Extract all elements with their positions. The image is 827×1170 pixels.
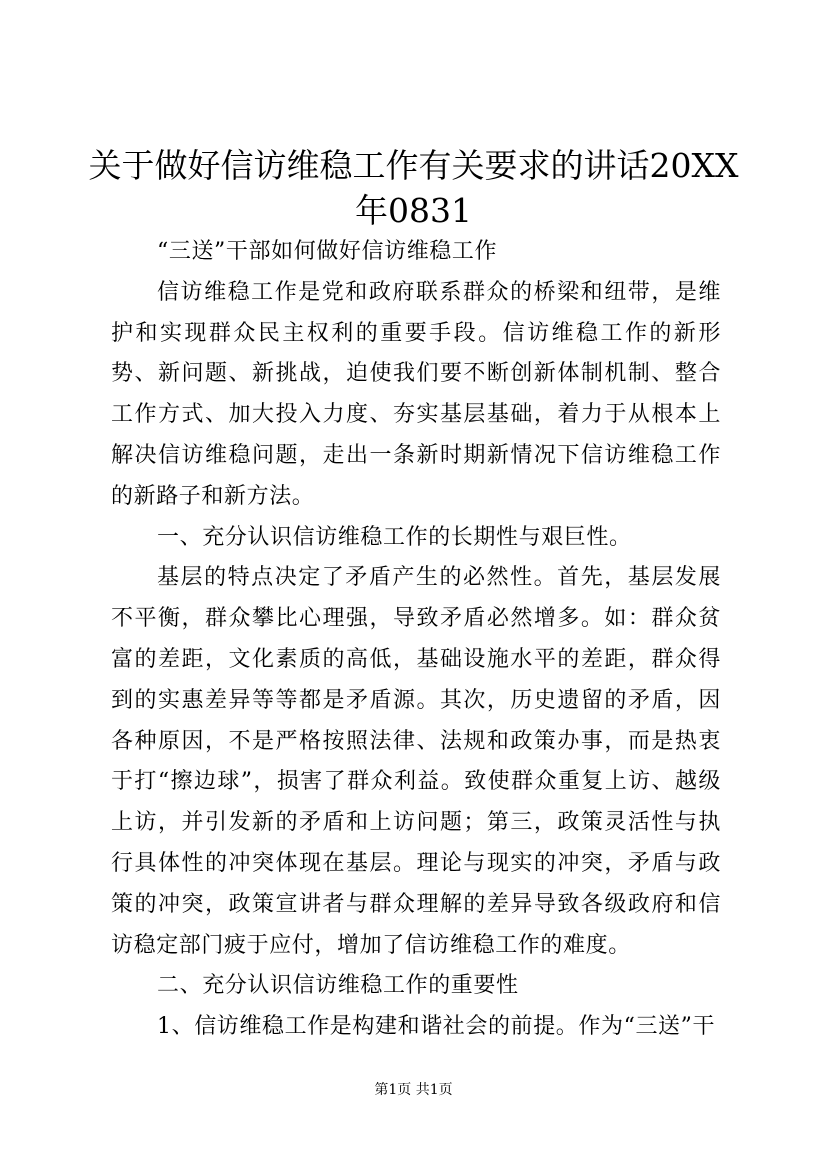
body-paragraph: 1、信访维稳工作是构建和谐社会的前提。作为“三送”干 — [157, 1014, 716, 1040]
page-number: 第1页 共1页 — [374, 1082, 453, 1098]
body-paragraph: 信访维稳工作是党和政府联系群众的桥梁和纽带，是维护和实现群众民主权利的重要手段。信访维稳工作的新形势、新问题、新挑战，迫使我们要不断创新体制机制、整合工作方式、加大投入力度、夯实基层基础，着力于从根本上解决信访维稳问题，走出一条新时期新情况下信访维稳工作的新路子和新方法。 — [111, 279, 721, 509]
body-paragraph: 基层的特点决定了矛盾产生的必然性。首先，基层发展不平衡，群众攀比心理强，导致矛盾必然增多。如：群众贫富的差距，文化素质的高低，基础设施水平的差距，群众得到的实惠差异等等都是矛盾源。其次，历史遗留的矛盾，因各种原因，不是严格按照法律、法规和政策办事，而是热衷于打“擦边球”，损害了群众利益。致使群众重复上访、越级上访，并引发新的矛盾和上访问题；第三，政策灵活性与执行具体性的冲突体现在基层。理论与现实的冲突，矛盾与政策的冲突，政策宣讲者与群众理解的差异导致各级政府和信访稳定部门疲于应付，增加了信访维稳工作的难度。 — [111, 565, 721, 958]
section-heading: “三送”干部如何做好信访维稳工作 — [157, 239, 498, 264]
title-line-1: 关于做好信访维稳工作有关要求的讲话20XX — [88, 146, 739, 185]
title-line-2: 年0831 — [355, 191, 472, 230]
section-heading: 一、充分认识信访维稳工作的长期性与艰巨性。 — [157, 524, 632, 550]
document-body — [111, 232, 721, 1048]
page-footer — [0, 1080, 827, 1100]
section-heading: 二、充分认识信访维稳工作的重要性 — [157, 973, 519, 999]
document-title — [60, 143, 767, 233]
